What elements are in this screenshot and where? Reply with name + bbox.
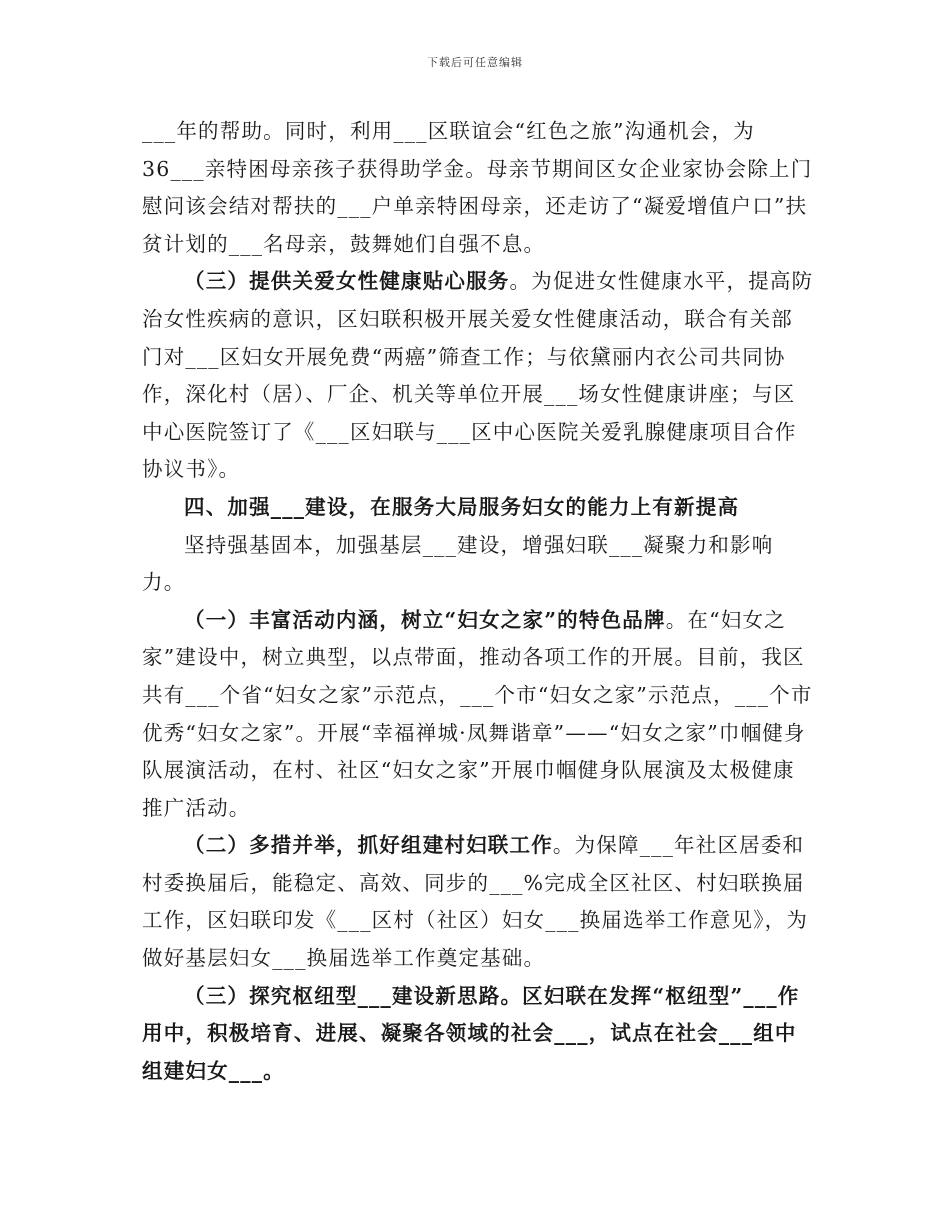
paragraph-hub-model: （三）探究枢纽型___建设新思路。区妇联在发挥“枢纽型”___作用中，积极培育、进展、凝聚各领域的社会___，试点在社会___组中组建妇女___。 [142, 983, 800, 1083]
paragraph-womens-home [142, 602, 814, 828]
section-title-womens-home: （一）丰富活动内涵，树立“妇女之家”的特色品牌 [184, 607, 666, 632]
document-body [142, 113, 814, 1090]
paragraph-help: ___年的帮助。同时，利用___区联谊会“红色之旅”沟通机会，为36___亲特困母亲孩子获得助学金。母亲节期间区女企业家协会除上门慰问该会结对帮扶的___户单亲特困母亲，还走访了“凝爱增值户口”扶贫计划的___名母亲，鼓舞她们自强不息。 [142, 119, 813, 256]
paragraph-health-service [142, 263, 814, 489]
paragraph-grassroots: 坚持强基固本，加强基层___建设，增强妇联___凝聚力和影响力。 [142, 532, 774, 595]
paragraph-womens-home-body: 。在“妇女之家”建设中，树立典型，以点带面，推动各项工作的开展。目前，我区共有___个省“妇女之家”示范点，___个市“妇女之家”示范点，___个市优秀“妇女之家”。开展“幸福禅城·凤舞谐章”——“妇女之家”巾帼健身队展演活动，在村、社区“妇女之家”开展巾帼健身队展演及太极健康推广活动。 [142, 607, 813, 820]
paragraph-village-federation-body: 。为保障___年社区居委和村委换届后，能稳定、高效、同步的___%完成全区社区、村妇联换届工作，区妇联印发《___区村（社区）妇女___换届选举工作意见》，为做好基层妇女___换届选举工作奠定基础。 [142, 833, 809, 971]
page-header: 下载后可任意编辑 [427, 56, 523, 69]
section-title-village-federation: （二）多措并举，抓好组建村妇联工作 [184, 833, 553, 858]
paragraph-health-body: 。为促进女性健康水平，提高防治女性疾病的意识，区妇联积极开展关爱女性健康活动，联合有关部门对___区妇女开展免费“两癌”筛查工作；与依黛丽内衣公司共同协作，深化村（居）、厂企、机关等单位开展___场女性健康讲座；与区中心医院签订了《___区妇联与___区中心医院关爱乳腺健康项目合作协议书》。 [142, 269, 814, 482]
paragraph-village-federation [142, 827, 814, 977]
section-title-health: （三）提供关爱女性健康贴心服务 [184, 269, 510, 294]
section-heading-four: 四、加强___建设，在服务大局服务妇女的能力上有新提高 [184, 494, 740, 519]
